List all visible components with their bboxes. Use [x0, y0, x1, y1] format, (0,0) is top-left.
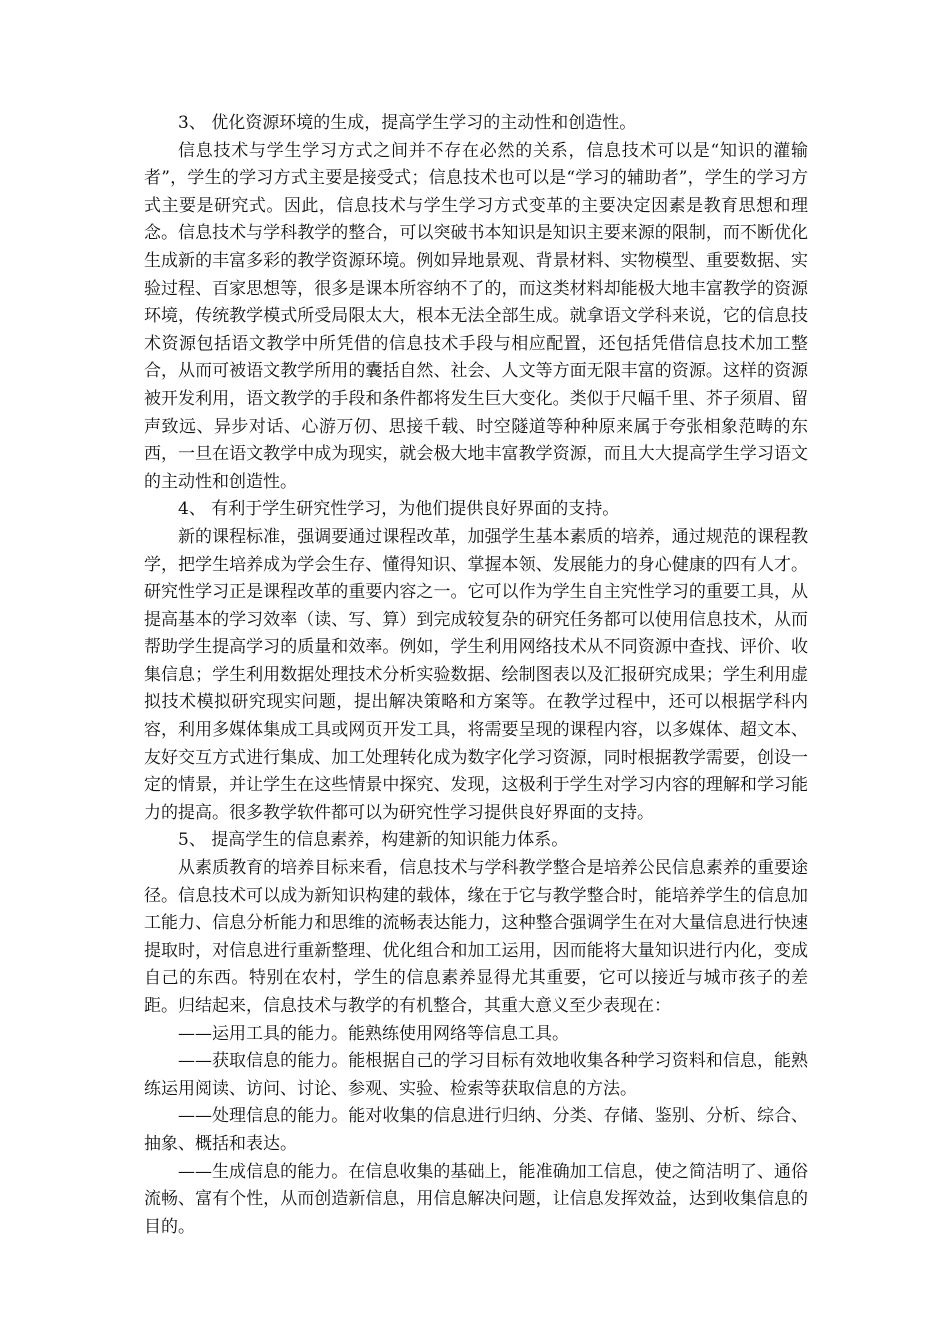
list-item-tool-ability: ——运用工具的能力。能熟练使用网络等信息工具。	[178, 1023, 569, 1044]
section-heading-5: 5、 提高学生的信息素养，构建新的知识能力体系。	[178, 830, 569, 851]
paragraph-information-literacy: 从素质教育的培养目标来看，信息技术与学科教学整合是培养公民信息素养的重要途径。信息技术可以成为新知识构建的载体，缘在于它与教学整合时，能培养学生的信息加工能力、信息分析能力和思维的流畅表达能力，这种整合强调学生在对大量信息进行快速提取时，对信息进行重新整理、优化组合和加工运用，因而能将大量知识进行内化，变成自己的东西。特别在农村，学生的信息素养显得尤其重要，它可以接近与城市孩子的差距。归结起来，信息技术与教学的有机整合，其重大意义至少表现在：	[144, 858, 808, 1016]
document-body	[144, 110, 808, 1241]
list-item-process-ability: ——处理信息的能力。能对收集的信息进行归纳、分类、存储、鉴别、分析、综合、抽象、概括和表达。	[144, 1106, 808, 1154]
paragraph-research-learning: 新的课程标准，强调要通过课程改革，加强学生基本素质的培养，通过规范的课程教学，把学生培养成为学会生存、懂得知识、掌握本领、发展能力的身心健康的四有人才。研究性学习正是课程改革的重要内容之一。它可以作为学生自主究性学习的重要工具，从提高基本的学习效率（读、写、算）到完成较复杂的研究任务都可以使用信息技术，从而帮助学生提高学习的质量和效率。例如，学生利用网络技术从不同资源中查找、评价、收集信息；学生利用数据处理技术分析实验数据、绘制图表以及汇报研究成果；学生利用虚拟技术模拟研究现实问题，提出解决策略和方案等。在教学过程中，还可以根据学科内容，利用多媒体集成工具或网页开发工具，将需要呈现的课程内容，以多媒体、超文本、友好交互方式进行集成、加工处理转化成为数字化学习资源，同时根据教学需要，创设一定的情景，并让学生在这些情景中探究、发现，这极利于学生对学习内容的理解和学习能力的提高。很多教学软件都可以为研究性学习提供良好界面的支持。	[144, 526, 808, 823]
list-item-generate-ability: ——生成信息的能力。在信息收集的基础上，能准确加工信息，使之简洁明了、通俗流畅、富有个性，从而创造新信息，用信息解决问题，让信息发挥效益，达到收集信息的目的。	[144, 1161, 808, 1237]
section-heading-4: 4、 有利于学生研究性学习，为他们提供良好界面的支持。	[178, 499, 620, 520]
list-item-acquire-ability: ——获取信息的能力。能根据自己的学习目标有效地收集各种学习资料和信息，能熟练运用阅读、访问、讨论、参观、实验、检索等获取信息的方法。	[144, 1051, 808, 1099]
paragraph-resource-environment: 信息技术与学生学习方式之间并不存在必然的关系，信息技术可以是“知识的灌输者”，学生的学习方式主要是接受式；信息技术也可以是“学习的辅助者”，学生的学习方式主要是研究式。因此，信息技术与学生学习方式变革的主要决定因素是教育思想和理念。信息技术与学科教学的整合，可以突破书本知识是知识主要来源的限制，而不断优化生成新的丰富多彩的教学资源环境。例如异地景观、背景材料、实物模型、重要数据、实验过程、百家思想等，很多是课本所容纳不了的，而这类材料却能极大地丰富教学的资源环境，传统教学模式所受局限太大，根本无法全部生成。就拿语文学科来说，它的信息技术资源包括语文教学中所凭借的信息技术手段与相应配置，还包括凭借信息技术加工整合，从而可被语文教学所用的囊括自然、社会、人文等方面无限丰富的资源。这样的资源被开发利用，语文教学的手段和条件都将发生巨大变化。类似于尺幅千里、芥子须眉、留声致远、异步对话、心游万仞、思接千载、时空隧道等种种原来属于夸张相象范畴的东西，一旦在语文教学中成为现实，就会极大地丰富教学资源，而且大大提高学生学习语文的主动性和创造性。	[144, 140, 808, 492]
section-heading-3: 3、 优化资源环境的生成，提高学生学习的主动性和创造性。	[178, 113, 637, 133]
